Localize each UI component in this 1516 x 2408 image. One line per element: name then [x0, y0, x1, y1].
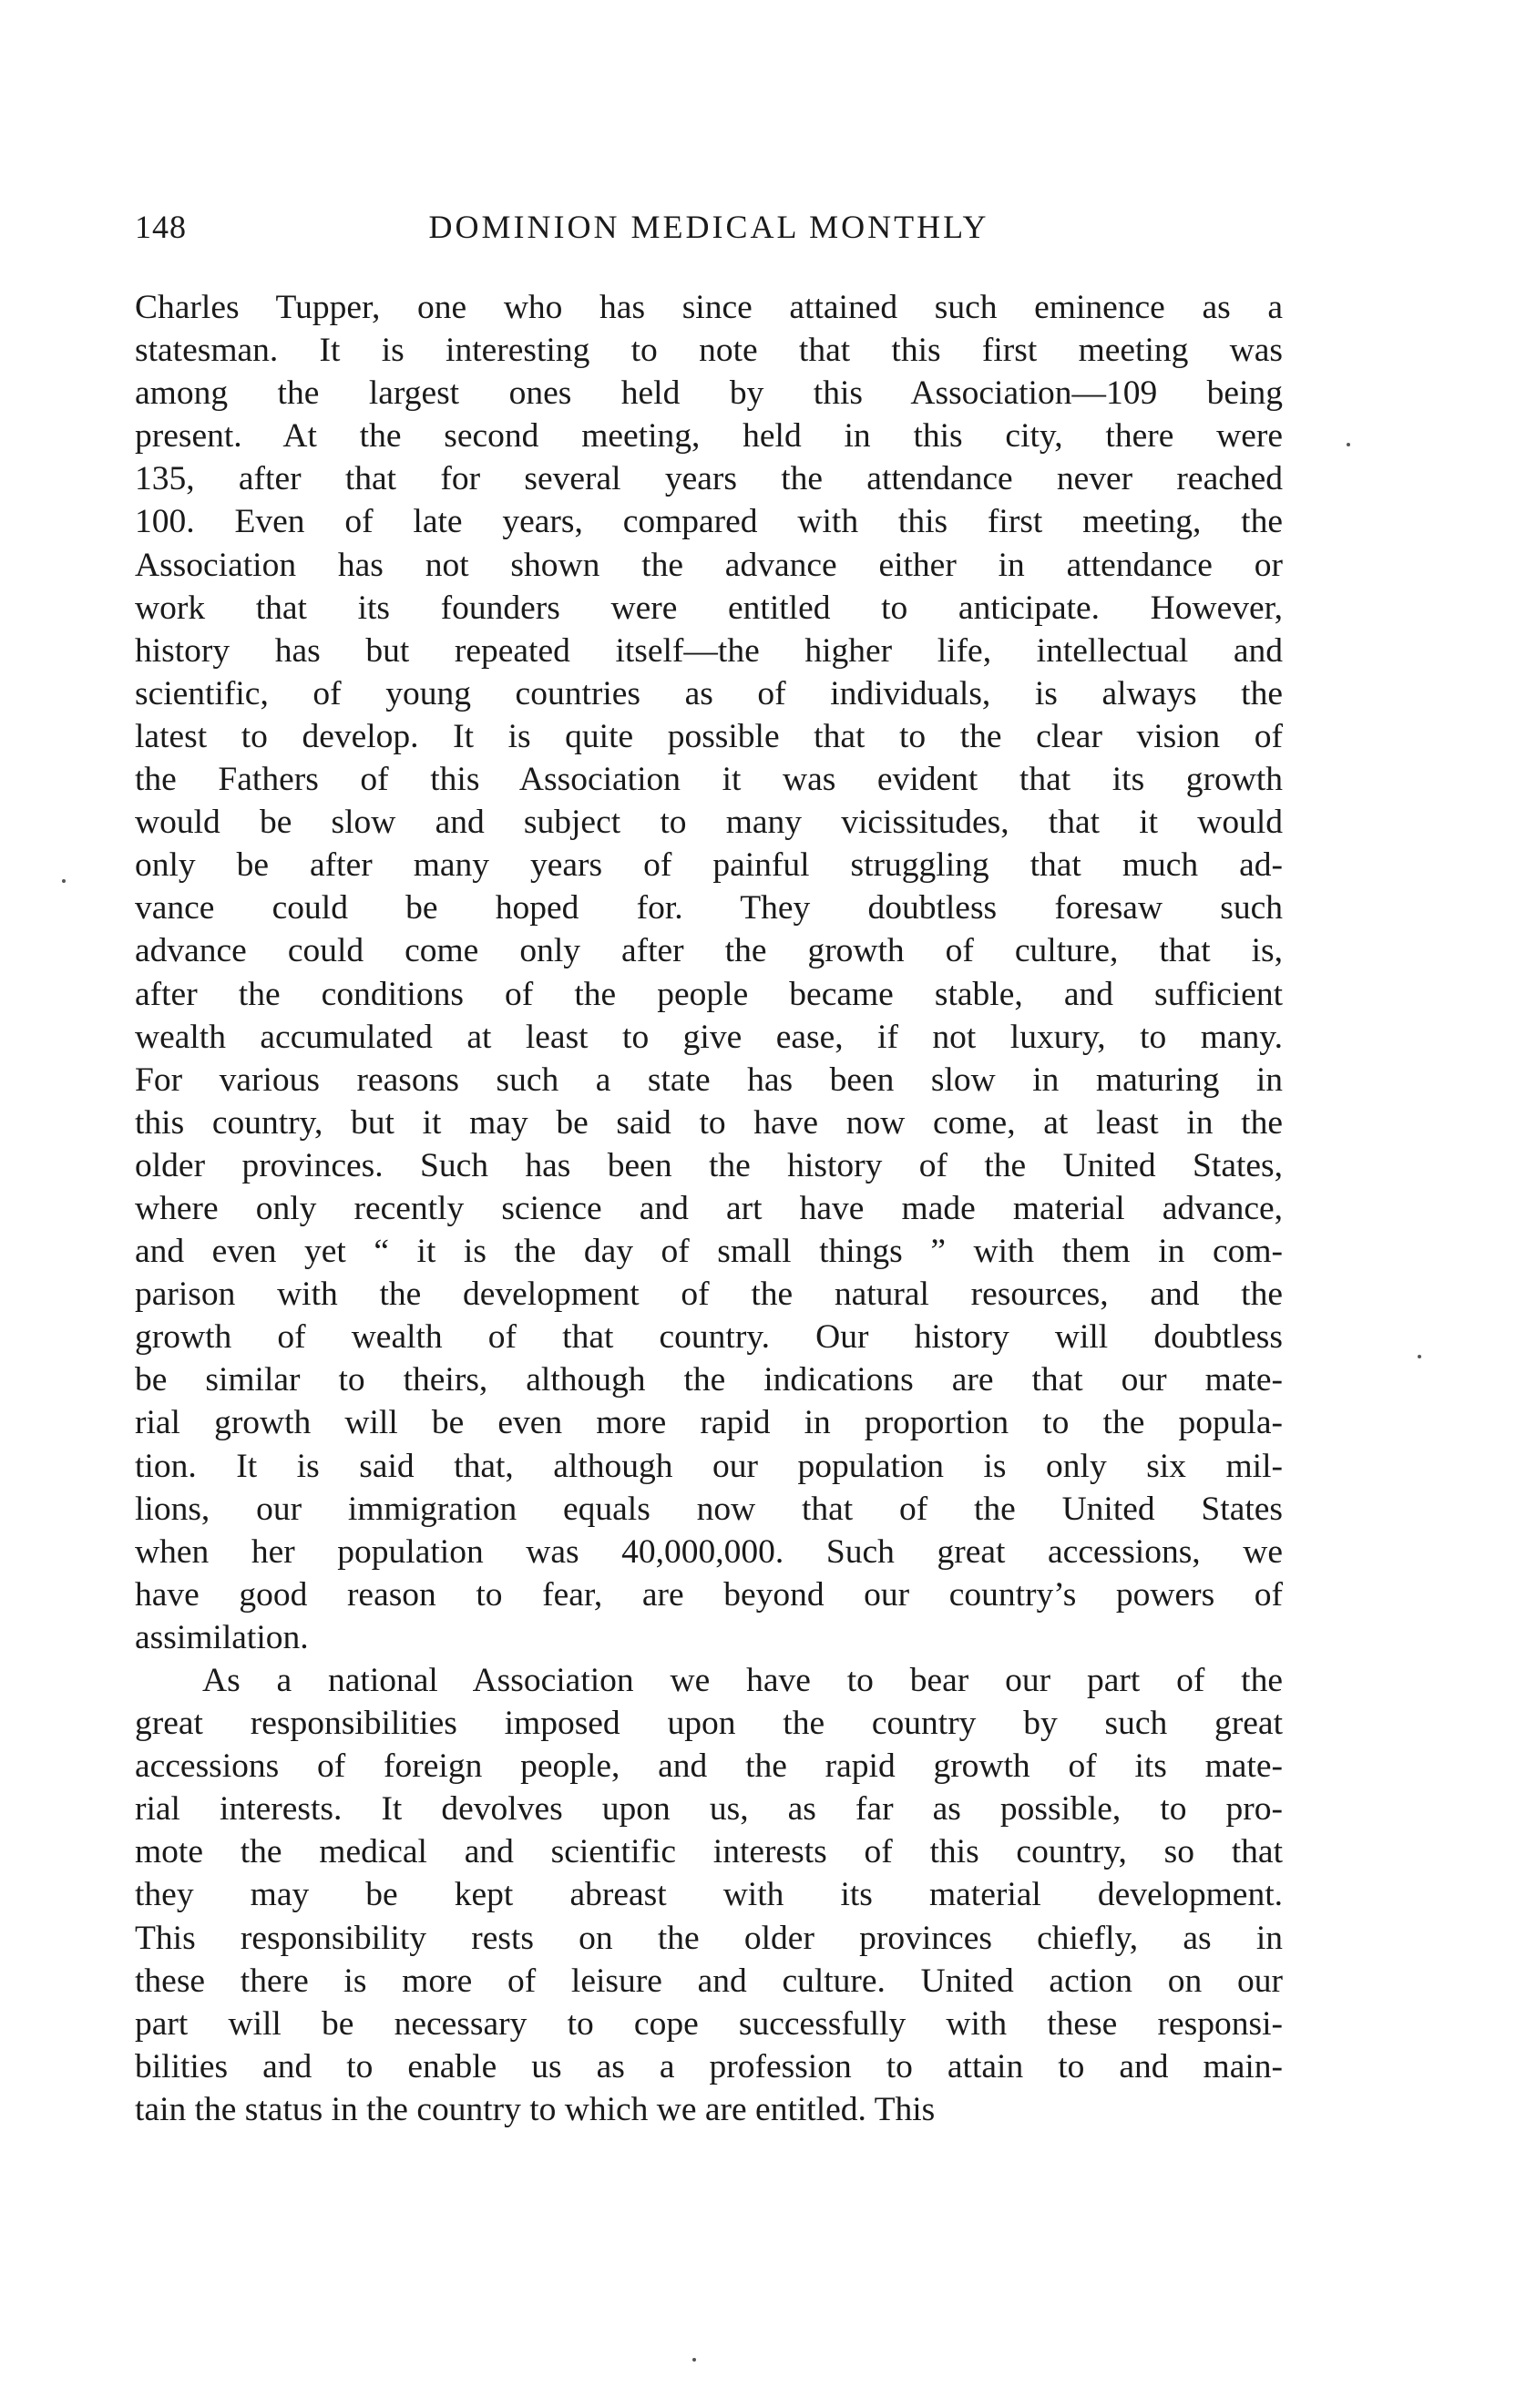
text-line: For various reasons such a state has been slow in maturing in: [135, 1061, 1283, 1099]
article-body: [135, 286, 1283, 2131]
text-line: work that its founders were entitled to anticipate. However,: [135, 589, 1283, 627]
text-line: have good reason to fear, are beyond our country’s powers of: [135, 1575, 1283, 1614]
text-line: history has but repeated itself—the higher life, intellectual and: [135, 631, 1283, 670]
text-line: Association has not shown the advance either in attendance or: [135, 546, 1283, 584]
text-line: mote the medical and scientific interests of this country, so that: [135, 1833, 1283, 1871]
text-line: these there is more of leisure and culture. United action on our: [135, 1962, 1283, 2000]
text-line: wealth accumulated at least to give ease, if not luxury, to many.: [135, 1018, 1283, 1056]
page-number: 148: [135, 209, 187, 245]
scan-speck: [1347, 443, 1350, 446]
paragraph: [135, 286, 1283, 1659]
text-line: parison with the development of the natural resources, and the: [135, 1276, 1283, 1314]
text-line: among the largest ones held by this Association—109 being: [135, 374, 1283, 413]
text-line: present. At the second meeting, held in this city, there were: [135, 417, 1283, 456]
text-line: As a national Association we have to bear our part of the: [202, 1662, 1283, 1699]
text-line: the Fathers of this Association it was evident that its growth: [135, 761, 1283, 799]
text-line: only be after many years of painful struggling that much ad-: [135, 846, 1283, 885]
text-line: statesman. It is interesting to note that this first meeting was: [135, 332, 1283, 370]
text-line: rial interests. It devolves upon us, as far as possible, to pro-: [135, 1790, 1283, 1829]
text-line: would be slow and subject to many vicissitudes, that it would: [135, 804, 1283, 842]
text-line: growth of wealth of that country. Our history will doubtless: [135, 1318, 1283, 1357]
text-line: bilities and to enable us as a profession to attain to and main-: [135, 2047, 1283, 2085]
text-line: latest to develop. It is quite possible that to the clear vision of: [135, 717, 1283, 755]
text-line: be similar to theirs, although the indications are that our mate-: [135, 1361, 1283, 1399]
text-line: they may be kept abreast with its material development.: [135, 1876, 1283, 1914]
scan-speck: [62, 879, 66, 883]
text-line: 135, after that for several years the attendance never reached: [135, 460, 1283, 498]
text-line: older provinces. Such has been the history of the United States,: [135, 1146, 1283, 1184]
scan-speck: [692, 2358, 696, 2362]
text-line: assimilation.: [135, 1618, 309, 1656]
text-line: advance could come only after the growth of culture, that is,: [135, 932, 1283, 970]
text-line: when her population was 40,000,000. Such great accessions, we: [135, 1532, 1283, 1571]
text-line: This responsibility rests on the older provinces chiefly, as in: [135, 1919, 1283, 1957]
text-line: 100. Even of late years, compared with this first meeting, the: [135, 503, 1283, 541]
paragraph: [135, 1659, 1283, 2131]
text-line: Charles Tupper, one who has since attained such eminence as a: [135, 289, 1283, 326]
text-line: scientific, of young countries as of individuals, is always the: [135, 674, 1283, 712]
text-line: rial growth will be even more rapid in proportion to the popula-: [135, 1404, 1283, 1442]
text-line: and even yet “ it is the day of small things ” with them in com-: [135, 1233, 1283, 1271]
text-line: accessions of foreign people, and the rapid growth of its mate-: [135, 1747, 1283, 1786]
text-line: lions, our immigration equals now that of the United States: [135, 1490, 1283, 1528]
text-line: vance could be hoped for. They doubtless foresaw such: [135, 889, 1283, 927]
scan-speck: [1418, 1355, 1421, 1358]
text-line: this country, but it may be said to have now come, at least in the: [135, 1103, 1283, 1142]
text-line: after the conditions of the people became stable, and sufficient: [135, 975, 1283, 1013]
text-line: great responsibilities imposed upon the country by such great: [135, 1705, 1283, 1743]
text-line: where only recently science and art have made material advance,: [135, 1189, 1283, 1227]
running-head: [135, 208, 1283, 253]
text-line: tion. It is said that, although our population is only six mil-: [135, 1447, 1283, 1485]
journal-title: DOMINION MEDICAL MONTHLY: [428, 209, 989, 245]
text-line: tain the status in the country to which we are entitled. This: [135, 2090, 936, 2128]
text-line: part will be necessary to cope successfully with these responsi-: [135, 2004, 1283, 2043]
